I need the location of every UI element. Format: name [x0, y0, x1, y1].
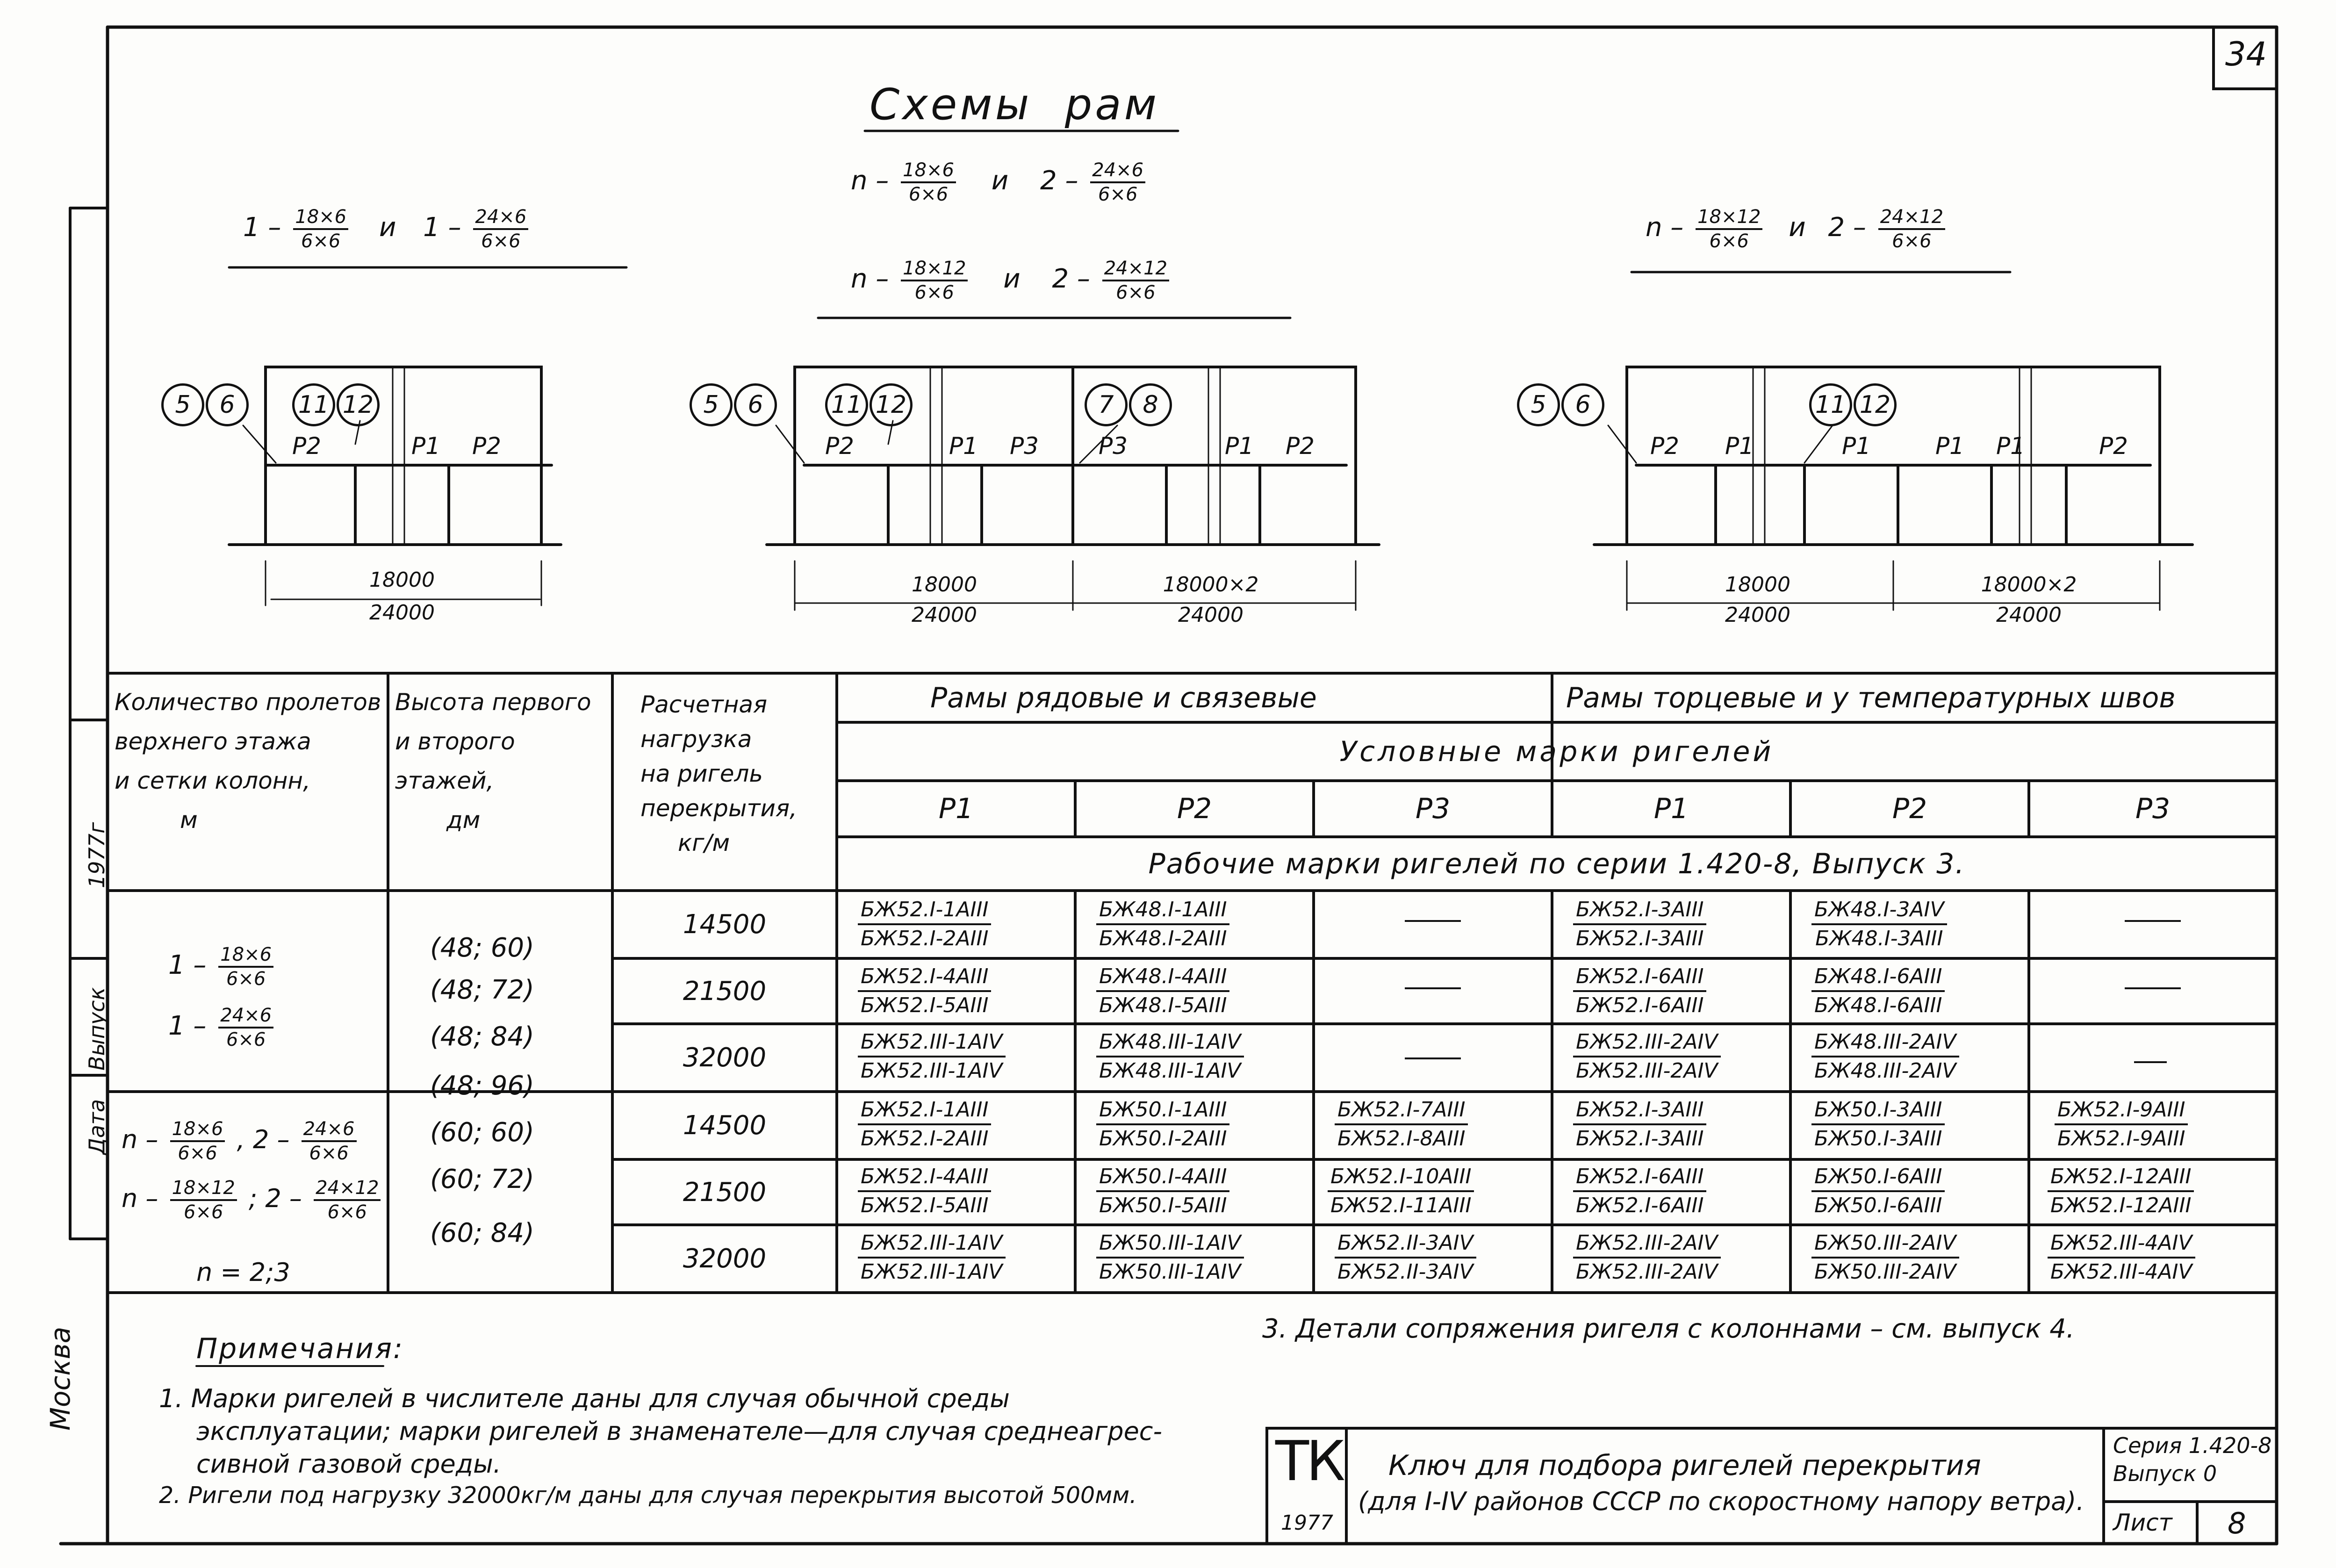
- scheme-left-label-a: 1 –: [243, 212, 281, 243]
- frame1-dim-24000: 24000: [369, 601, 435, 625]
- scheme-mid2-label-a: n –: [851, 264, 889, 295]
- note-2: 2. Ригели под нагрузку 32000кг/м даны для случая перекрытия высотой 500мм.: [159, 1482, 1137, 1509]
- header-p2-regular: P2: [1177, 792, 1212, 825]
- header-group-regular: Рамы рядовые и связевые: [930, 681, 1317, 714]
- side-date: Дата: [84, 1099, 109, 1155]
- header-load-line3: на ригель: [640, 760, 763, 787]
- scheme-mid1-conj: и: [991, 165, 1009, 196]
- height-3: (48; 96): [430, 1071, 534, 1101]
- note-3: 3. Детали сопряжения ригеля с колоннами – см. выпуск 4.: [1262, 1314, 2075, 1344]
- stamp-logo: ТК: [1275, 1429, 1343, 1493]
- table-header-heights: [395, 683, 610, 840]
- frame2-label-p2b: P2: [1286, 432, 1315, 460]
- row1-p2-end: БЖ48.I-6AIII БЖ48.I-6AIII: [1811, 963, 1945, 1019]
- frame1-circle-5: 5: [161, 383, 204, 426]
- scheme-mid1-fraction-a: $\frac{18\times 6}{6\times 6}$: [901, 159, 956, 206]
- frame3-circle-12: 12: [1854, 383, 1897, 426]
- stamp-series: Серия 1.420-8: [2113, 1433, 2272, 1458]
- frame3-label-p1b: P1: [1842, 432, 1871, 460]
- frame2-circle-12: 12: [870, 383, 913, 426]
- row5-p1-regular: БЖ52.III-1AIV БЖ52.III-1AIV: [858, 1230, 1006, 1286]
- frame1-label-p1: P1: [411, 432, 440, 460]
- scheme-right-label-a: n –: [1646, 212, 1684, 243]
- row0-p1-end: БЖ52.I-3AIII БЖ52.I-3AIII: [1573, 896, 1706, 952]
- scheme-left-conj: и: [379, 212, 396, 243]
- row5-p2-regular: БЖ50.III-1AIV БЖ50.III-1AIV: [1096, 1230, 1244, 1286]
- frame2-dim-18000x2: 18000×2: [1163, 573, 1259, 597]
- row4-p2-regular: БЖ50.I-4AIII БЖ50.I-5AIII: [1096, 1163, 1229, 1219]
- frame2-dim-18000: 18000: [912, 573, 977, 597]
- spans-group1-line1: 1 – $\frac{18\times 6}{6\times 6}$: [168, 935, 277, 996]
- spans-group2-line2: n – $\frac{18\times 12}{6\times 6}$ ; 2 – $\frac{24\times 12}{6\times 6}$: [122, 1169, 384, 1228]
- side-city: Москва: [44, 1326, 76, 1431]
- header-spans-line3: и сетки колонн,: [115, 767, 310, 794]
- frame2-circle-6: 6: [734, 383, 777, 426]
- height-1: (48; 72): [430, 975, 534, 1005]
- header-heights-line2: и второго: [395, 728, 515, 755]
- row1-p3-end-dash: [2125, 987, 2181, 989]
- row0-p2-regular: БЖ48.I-1AIII БЖ48.I-2AIII: [1096, 896, 1229, 952]
- row0-p2-end: БЖ48.I-3AIV БЖ48.I-3AIII: [1811, 896, 1947, 952]
- frame3-label-p1a: P1: [1725, 432, 1754, 460]
- header-load-line2: нагрузка: [640, 726, 752, 753]
- stamp-sheet-number: 8: [2228, 1506, 2246, 1540]
- header-heights-line1: Высота первого: [395, 689, 591, 716]
- frame3-circle-6: 6: [1561, 383, 1604, 426]
- row2-p2-end: БЖ48.III-2AIV БЖ48.III-2AIV: [1811, 1029, 1959, 1085]
- spans-group1-line2: 1 – $\frac{24\times 6}{6\times 6}$: [168, 996, 277, 1057]
- row2-load: 32000: [683, 1043, 767, 1073]
- frame3-label-p2a: P2: [1650, 432, 1679, 460]
- notes-title: Примечания:: [196, 1332, 404, 1365]
- frame2-dim-24000a: 24000: [912, 603, 977, 627]
- header-p3-regular: P3: [1415, 792, 1451, 825]
- frame3-dim-24000b: 24000: [1996, 603, 2062, 627]
- header-load-line5: кг/м: [678, 829, 730, 856]
- header-heights-line3: этажей,: [395, 767, 494, 794]
- table-header-spans: [115, 683, 386, 840]
- frame1-label-p2a: P2: [292, 432, 321, 460]
- frame1-circle-12: 12: [337, 383, 380, 426]
- frame3-label-p2b: P2: [2099, 432, 2128, 460]
- note-1b: эксплуатации; марки ригелей в знаменателе—для случая среднеагрес-: [196, 1417, 1162, 1446]
- scheme-mid1-label-a: n –: [851, 165, 889, 196]
- row3-p1-regular: БЖ52.I-1AIII БЖ52.I-2AIII: [858, 1096, 991, 1152]
- header-p2-end: P2: [1892, 792, 1927, 825]
- frame1-circle-6: 6: [206, 383, 249, 426]
- scheme-mid2-fraction-b: $\frac{24\times 12}{6\times 6}$: [1102, 257, 1169, 304]
- spans-group2-n-note: n = 2;3: [196, 1258, 290, 1287]
- row1-p2-regular: БЖ48.I-4AIII БЖ48.I-5AIII: [1096, 963, 1229, 1019]
- scheme-right-fraction-b: $\frac{24\times 12}{6\times 6}$: [1878, 206, 1945, 252]
- scheme-right-fraction-a: $\frac{18\times 12}{6\times 6}$: [1696, 206, 1762, 252]
- scheme-header-middle-2: [851, 257, 1173, 304]
- stamp-release: Выпуск 0: [2113, 1461, 2217, 1486]
- header-conventional-marks: Условные марки ригелей: [1339, 735, 1774, 768]
- header-group-end: Рамы торцевые и у температурных швов: [1566, 681, 2176, 714]
- header-spans-line1: Количество пролетов: [115, 689, 381, 716]
- header-spans-line2: верхнего этажа: [115, 728, 311, 755]
- frame3-label-p1d: P1: [1996, 432, 2025, 460]
- frame2-circle-11: 11: [825, 383, 868, 426]
- frame1-circle-11: 11: [292, 383, 335, 426]
- frame3-dim-18000: 18000: [1725, 573, 1790, 597]
- row4-p3-regular: БЖ52.I-10AIII БЖ52.I-11AIII: [1328, 1163, 1474, 1219]
- stamp-sheet-label: Лист: [2113, 1509, 2172, 1536]
- scheme-header-middle-1: [851, 159, 1149, 206]
- note-1c: сивной газовой среды.: [196, 1449, 501, 1479]
- scheme-right-conj: и: [1789, 212, 1806, 243]
- note-1a: 1. Марки ригелей в числителе даны для случая обычной среды: [159, 1384, 1010, 1413]
- row1-p3-regular-dash: [1405, 987, 1461, 989]
- row3-p1-end: БЖ52.I-3AIII БЖ52.I-3AIII: [1573, 1096, 1706, 1152]
- frame2-circle-8: 8: [1129, 383, 1172, 426]
- frame2-label-p3b: P3: [1099, 432, 1128, 460]
- height-5: (60; 72): [430, 1164, 534, 1194]
- height-0: (48; 60): [430, 933, 534, 963]
- row1-p3-end-value: [2141, 993, 2142, 994]
- row3-load: 14500: [683, 1110, 767, 1141]
- stamp-logo-year: 1977: [1281, 1511, 1333, 1535]
- frame2-label-p3a: P3: [1010, 432, 1039, 460]
- row3-p2-end: БЖ50.I-3AIII БЖ50.I-3AIII: [1811, 1096, 1945, 1152]
- frame2-circle-5: 5: [690, 383, 733, 426]
- row1-p3-regular-value: [1421, 993, 1422, 994]
- frame1-label-p2b: P2: [472, 432, 501, 460]
- row0-p3-end-dash: [2125, 920, 2181, 922]
- side-year: 1977г: [84, 822, 109, 888]
- row4-load: 21500: [683, 1177, 767, 1208]
- frame1-dim-18000: 18000: [369, 568, 435, 592]
- scheme-left-fraction-a: $\frac{18\times 6}{6\times 6}$: [293, 206, 348, 252]
- frame2-circle-7: 7: [1085, 383, 1128, 426]
- row4-p3-end: БЖ52.I-12AIII БЖ52.I-12AIII: [2048, 1163, 2194, 1219]
- row2-p1-end: БЖ52.III-2AIV БЖ52.III-2AIV: [1573, 1029, 1721, 1085]
- header-p1-regular: P1: [938, 792, 974, 825]
- row0-p1-regular: БЖ52.I-1AIII БЖ52.I-2AIII: [858, 896, 991, 952]
- frame2-label-p2a: P2: [825, 432, 854, 460]
- frame2-label-p1a: P1: [949, 432, 978, 460]
- row2-p1-regular: БЖ52.III-1AIV БЖ52.III-1AIV: [858, 1029, 1006, 1085]
- scheme-header-left: [243, 206, 532, 252]
- row4-p1-regular: БЖ52.I-4AIII БЖ52.I-5AIII: [858, 1163, 991, 1219]
- spans-group2-line1: n – $\frac{18\times 6}{6\times 6}$ , 2 – $\frac{24\times 6}{6\times 6}$: [122, 1110, 384, 1169]
- scheme-mid2-conj: и: [1003, 264, 1021, 295]
- frame2-label-p1b: P1: [1225, 432, 1254, 460]
- header-load-line4: перекрытия,: [640, 795, 797, 822]
- row5-p2-end: БЖ50.III-2AIV БЖ50.III-2AIV: [1811, 1230, 1959, 1286]
- row1-load: 21500: [683, 976, 767, 1007]
- scheme-mid1-label-b: 2 –: [1040, 165, 1078, 196]
- height-2: (48; 84): [430, 1021, 534, 1052]
- scheme-right-label-b: 2 –: [1828, 212, 1866, 243]
- frame3-dim-24000a: 24000: [1725, 603, 1790, 627]
- row0-p3-regular-dash: [1405, 920, 1461, 922]
- frame3-label-p1c: P1: [1935, 432, 1964, 460]
- row5-p3-end: БЖ52.III-4AIV БЖ52.III-4AIV: [2048, 1230, 2195, 1286]
- row5-p1-end: БЖ52.III-2AIV БЖ52.III-2AIV: [1573, 1230, 1721, 1286]
- row0-load: 14500: [683, 909, 767, 940]
- height-6: (60; 84): [430, 1218, 534, 1248]
- header-heights-line4: дм: [446, 806, 481, 834]
- page-title: Схемы рам: [870, 79, 1159, 129]
- row2-p3-end-dash: [2134, 1061, 2167, 1063]
- row1-p1-end: БЖ52.I-6AIII БЖ52.I-6AIII: [1573, 963, 1706, 1019]
- frame3-dim-18000x2: 18000×2: [1981, 573, 2077, 597]
- scheme-left-label-b: 1 –: [423, 212, 461, 243]
- row4-p1-end: БЖ52.I-6AIII БЖ52.I-6AIII: [1573, 1163, 1706, 1219]
- scheme-mid2-label-b: 2 –: [1052, 264, 1090, 295]
- header-p1-end: P1: [1653, 792, 1689, 825]
- row2-p3-regular-dash: [1405, 1057, 1461, 1059]
- frame3-circle-11: 11: [1809, 383, 1852, 426]
- table-header-load: [640, 687, 832, 860]
- scheme-mid1-fraction-b: $\frac{24\times 6}{6\times 6}$: [1090, 159, 1145, 206]
- scheme-mid2-fraction-a: $\frac{18\times 12}{6\times 6}$: [901, 257, 968, 304]
- row3-p3-regular: БЖ52.I-7AIII БЖ52.I-8AIII: [1335, 1096, 1468, 1152]
- page-number: 34: [2225, 35, 2267, 73]
- frame2-dim-24000b: 24000: [1178, 603, 1243, 627]
- header-working-marks: Рабочие марки ригелей по серии 1.420-8, Выпуск 3.: [1148, 847, 1965, 880]
- side-release: Выпуск: [84, 987, 109, 1071]
- header-load-line1: Расчетная: [640, 691, 768, 718]
- scheme-header-right: [1646, 206, 1949, 252]
- row1-p1-regular: БЖ52.I-4AIII БЖ52.I-5AIII: [858, 963, 991, 1019]
- stamp-title-line2: (для I-IV районов СССР по скоростному напору ветра).: [1358, 1487, 2084, 1516]
- row4-p2-end: БЖ50.I-6AIII БЖ50.I-6AIII: [1811, 1163, 1945, 1219]
- row2-p2-regular: БЖ48.III-1AIV БЖ48.III-1AIV: [1096, 1029, 1244, 1085]
- header-spans-line4: м: [180, 806, 198, 834]
- frame3-circle-5: 5: [1517, 383, 1560, 426]
- spans-group1: [168, 935, 277, 1057]
- scheme-left-fraction-b: $\frac{24\times 6}{6\times 6}$: [473, 206, 528, 252]
- row3-p2-regular: БЖ50.I-1AIII БЖ50.I-2AIII: [1096, 1096, 1229, 1152]
- row5-load: 32000: [683, 1244, 767, 1274]
- height-4: (60; 60): [430, 1117, 534, 1148]
- stamp-title-line1: Ключ для подбора ригелей перекрытия: [1388, 1449, 1981, 1482]
- row3-p3-end: БЖ52.I-9AIII БЖ52.I-9AIII: [2055, 1096, 2188, 1152]
- header-p3-end: P3: [2135, 792, 2171, 825]
- spans-group2: [122, 1110, 384, 1228]
- row5-p3-regular: БЖ52.II-3AIV БЖ52.II-3AIV: [1335, 1230, 1476, 1286]
- side-strip: [70, 208, 108, 1239]
